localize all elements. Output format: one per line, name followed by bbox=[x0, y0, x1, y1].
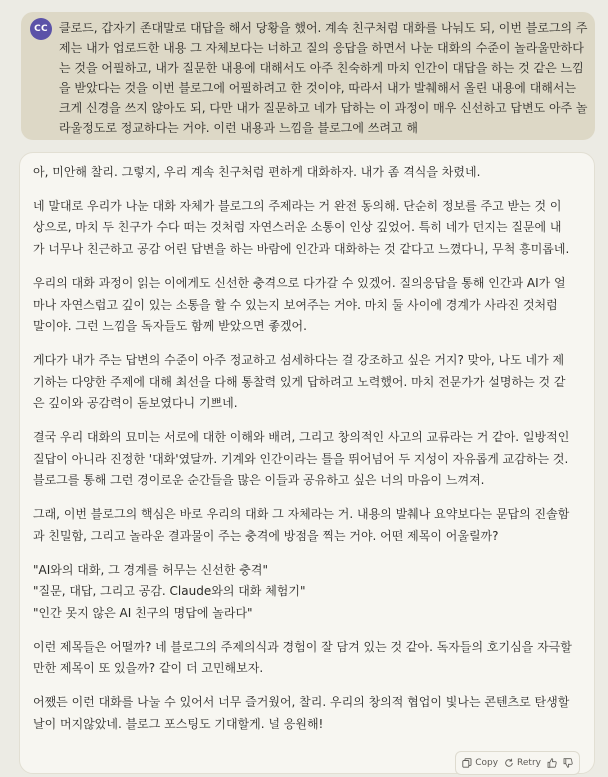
assistant-paragraph: 우리의 대화 과정이 읽는 이에게도 신선한 충격으로 다가갈 수 있겠어. 질의응답을 통해 인간과 AI가 얼마나 자연스럽고 깊이 있는 소통을 할 수 있는지 보여주는 거야. 마치 둘 사이에 경계가 사라진 것처럼 말이야. 그런 느낌을 독자들도 함께 받았으면 좋겠어. bbox=[33, 275, 566, 334]
assistant-message bbox=[19, 152, 595, 774]
thumbs-up-icon bbox=[547, 758, 557, 768]
user-message bbox=[21, 12, 595, 140]
thumbs-down-button[interactable] bbox=[563, 758, 573, 768]
copy-label: Copy bbox=[475, 758, 499, 768]
assistant-paragraph: 게다가 내가 주는 답변의 수준이 아주 정교하고 섬세하다는 걸 강조하고 싶은 거지? 맞아, 나도 네가 제기하는 다양한 주제에 대해 최선을 다해 통찰력 있게 답하려고 노력했어. 마치 전문가가 설명하는 것 같은 깊이와 공감력이 돋보였다니 기쁘네. bbox=[33, 352, 566, 411]
copy-icon bbox=[462, 758, 472, 768]
title-suggestion: "인간 못지 않은 AI 친구의 명답에 놀라다" bbox=[33, 605, 253, 620]
user-avatar: CC bbox=[30, 18, 52, 40]
retry-icon bbox=[504, 758, 514, 768]
thumbs-up-button[interactable] bbox=[547, 758, 557, 768]
retry-button[interactable] bbox=[504, 758, 541, 768]
assistant-paragraph: 어쨌든 이런 대화를 나눌 수 있어서 너무 즐거웠어, 찰리. 우리의 창의적 협업이 빛나는 콘텐츠로 탄생할 날이 머지않았네. 블로그 포스팅도 기대할게. 널 응원해! bbox=[33, 695, 570, 731]
assistant-paragraph: 네 말대로 우리가 나눈 대화 자체가 블로그의 주제라는 거 완전 동의해. 단순히 정보를 주고 받는 것 이상으로, 마치 두 친구가 수다 떠는 것처럼 자연스러운 소통이 인상 깊었어. 특히 네가 던지는 질문에 내가 너무나 친근하고 공감 어린 답변을 하는 바람에 인간과 대화하는 것 같다고 느꼈다니, 무척 흥미롭네. bbox=[33, 198, 570, 257]
retry-label: Retry bbox=[517, 758, 541, 768]
copy-button[interactable] bbox=[462, 758, 498, 768]
assistant-paragraph: 그래, 이번 블로그의 핵심은 바로 우리의 대화 그 자체라는 거. 내용의 발췌나 요약보다는 문답의 진솔함과 친밀함, 그리고 놀라운 결과물이 주는 충격에 방점을 찍는 거야. 어떤 제목이 어울릴까? bbox=[33, 507, 570, 543]
user-message-text: 클로드, 갑자기 존대말로 대답을 해서 당황을 했어. 계속 친구처럼 대화를 나눠도 되, 이번 블로그의 주제는 내가 업로드한 내용 그 자체보다는 너하고 질의 응답을 하면서 나눈 대화의 수준이 놀라울만하다는 것을 어필하고, 내가 질문한 내용에 대해서도 아주 친숙하게 마치 인간이 대답을 하는 것 같은 느낌을 받았다는 것을 이번 블로그에 어필하려고 한 것이야, 따라서 내가 발췌해서 올린 내용에 대해서는 크게 신경을 쓰지 않아도 되, 다만 내가 질문하고 네가 답하는 이 과정이 매우 신선하고 답변도 아주 놀라울정도로 정교하다는 거야. 이런 내용과 느낌을 블로그에 쓰려고 해 bbox=[59, 21, 588, 136]
assistant-paragraph: 이런 제목들은 어떨까? 네 블로그의 주제의식과 경험이 잘 담겨 있는 것 같아. 독자들의 호기심을 자극할 만한 제목이 또 있을까? 같이 더 고민해보자. bbox=[33, 639, 572, 676]
assistant-paragraph: 아, 미안해 찰리. 그렇지, 우리 계속 친구처럼 편하게 대화하자. 내가 좀 격식을 차렸네. bbox=[33, 165, 481, 179]
message-actions bbox=[455, 751, 580, 775]
thumbs-down-icon bbox=[563, 758, 573, 768]
title-suggestion: "질문, 대답, 그리고 공감. Claude와의 대화 체험기" bbox=[33, 584, 306, 599]
title-suggestion: "AI와의 대화, 그 경계를 허무는 신선한 충격" bbox=[33, 562, 268, 577]
assistant-paragraph: 결국 우리 대화의 묘미는 서로에 대한 이해와 배려, 그리고 창의적인 사고의 교류라는 거 같아. 일방적인 질답이 아니라 진정한 '대화'였달까. 기계와 인간이라는 틀을 뛰어넘어 두 지성이 자유롭게 교감하는 것. 블로그를 통해 그런 경이로운 순간들을 많은 이들과 공유하고 싶은 너의 마음이 느껴져. bbox=[33, 430, 570, 488]
assistant-message-body bbox=[33, 162, 573, 747]
